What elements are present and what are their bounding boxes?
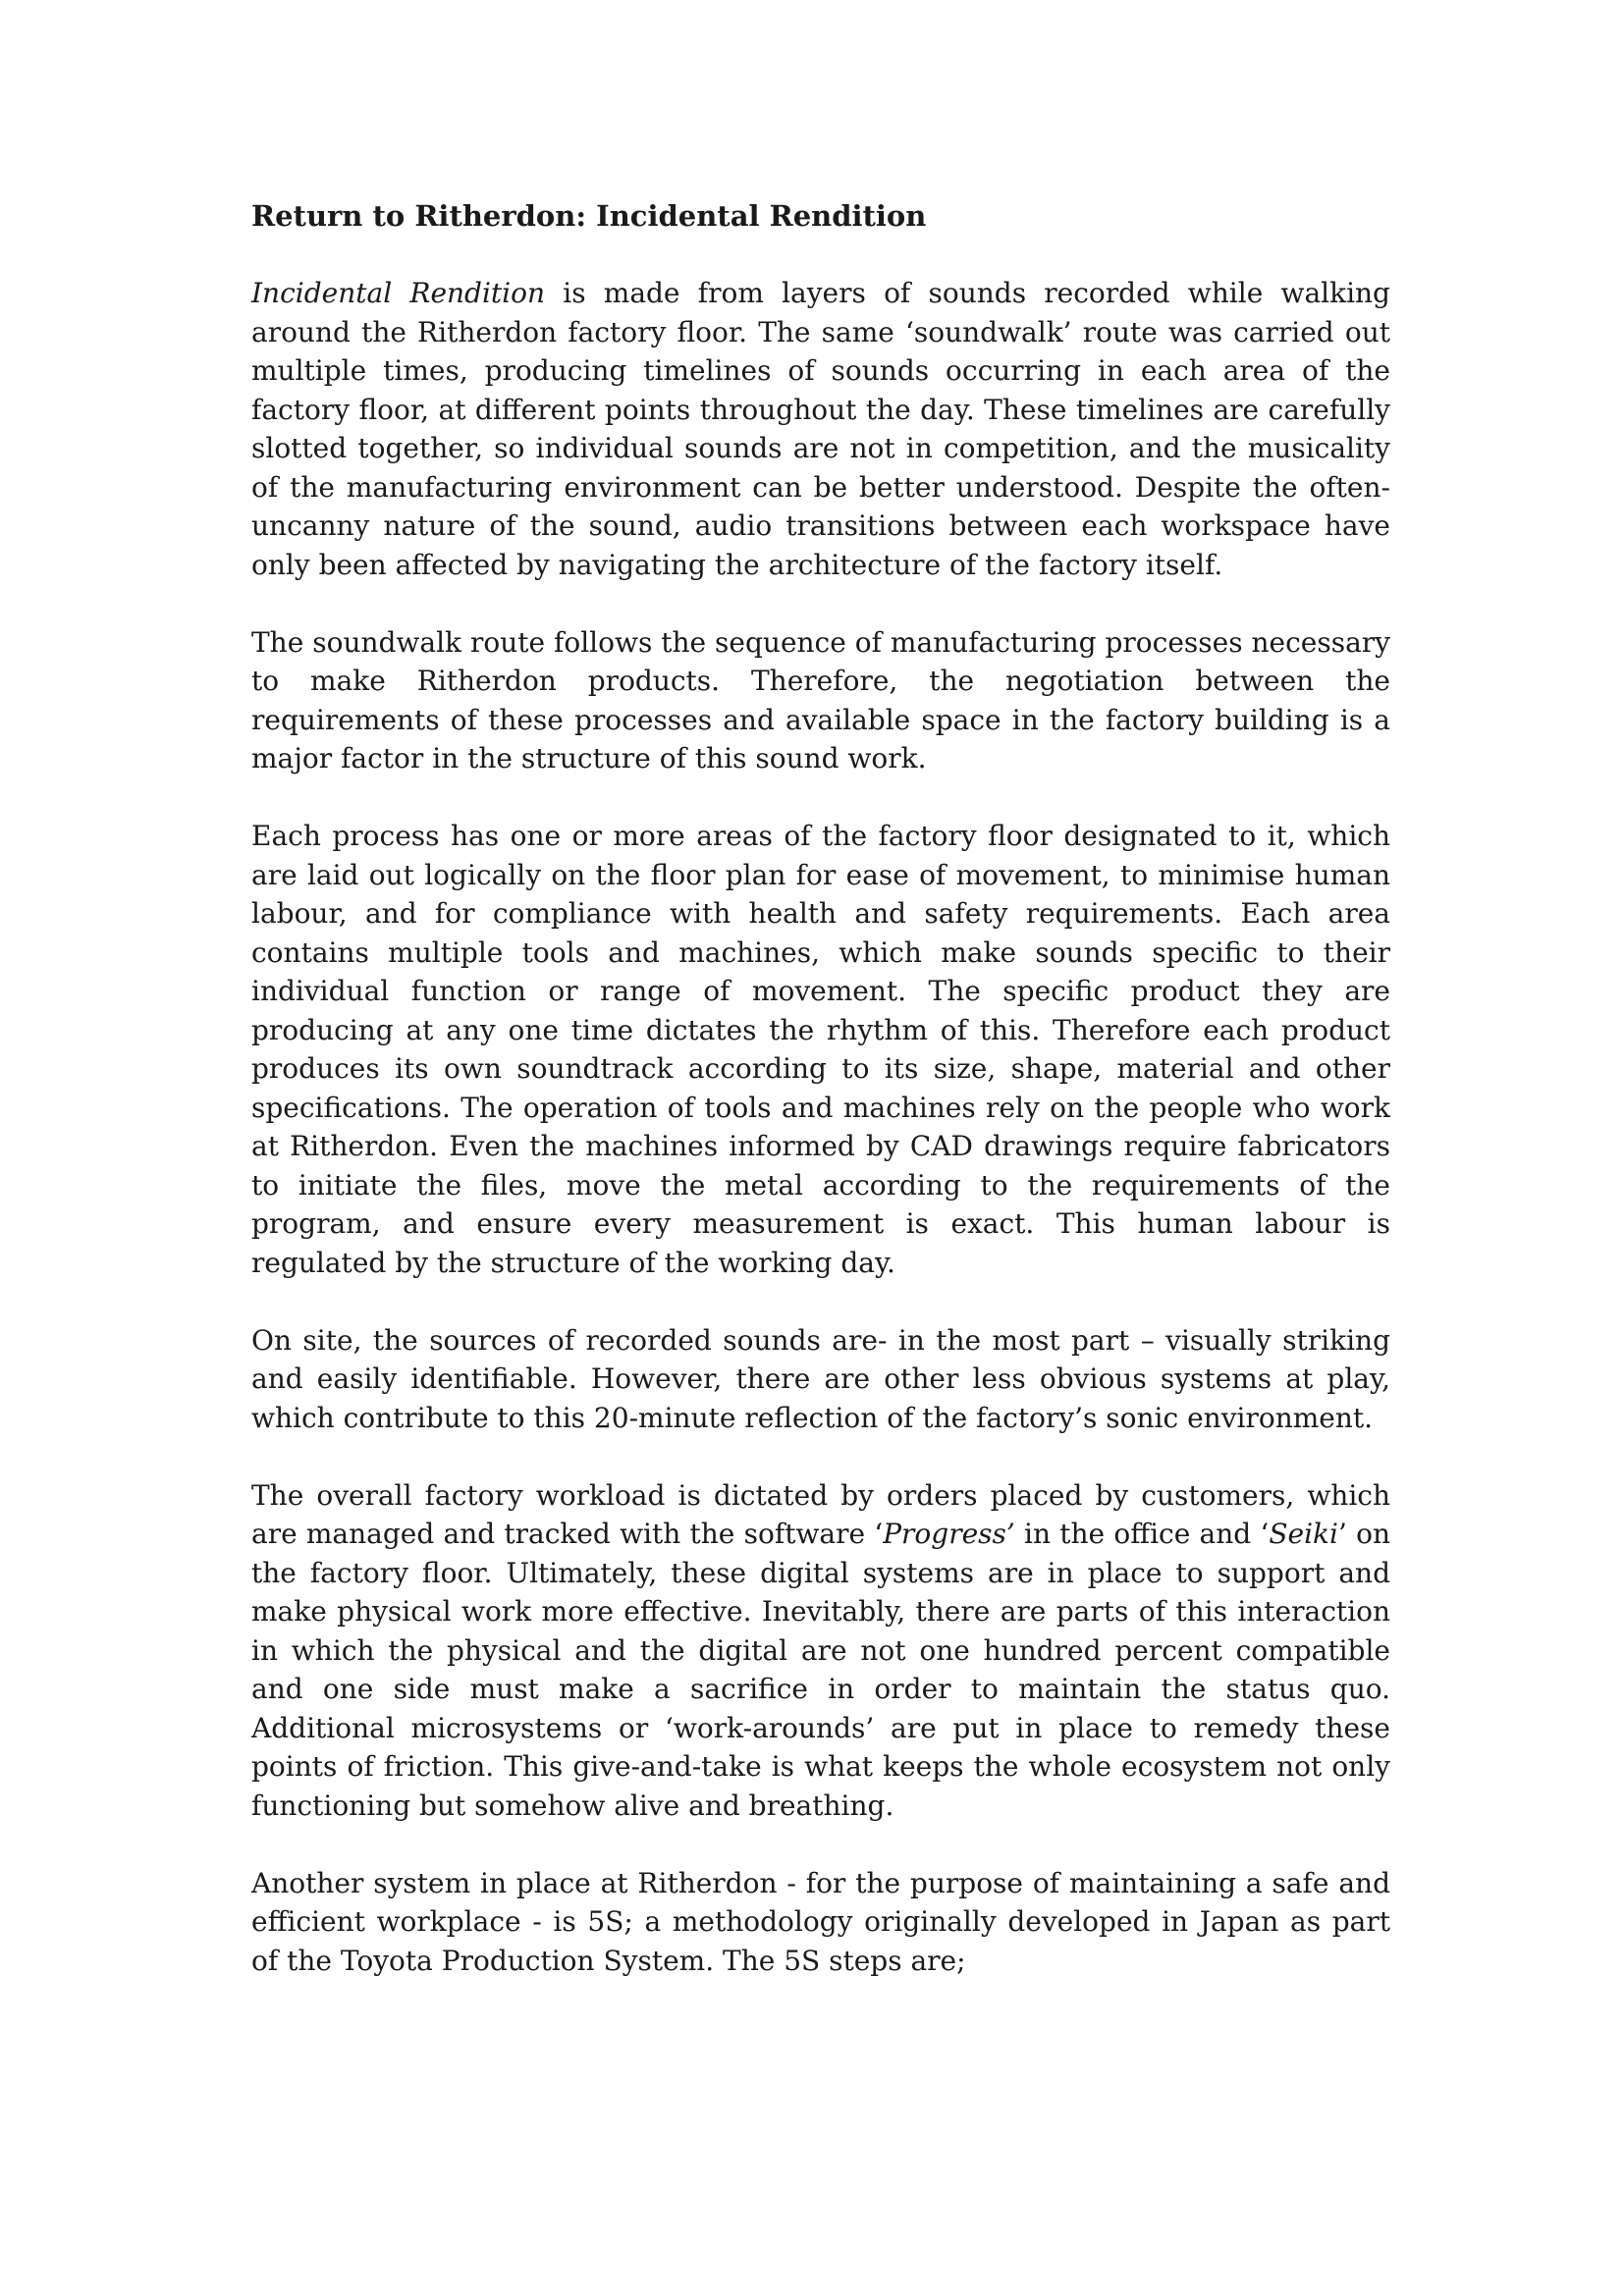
paragraph-6-segment-1: Another system in place at Ritherdon - for the purpose of maintaining a safe and efficient workplace - is 5S; a methodology originally developed in Japan as part of the Toyota Production System. The 5S steps are;: [251, 1866, 1390, 1977]
paragraph-5-segment-5: ’ on the factory floor. Ultimately, these digital systems are in place to support and make physical work more effective. Inevitably, there are parts of this interaction in which the physical and the digital are not one hundred percent compatible and one side must make a sacrifice in order to maintain the status quo. Additional microsystems or ‘work-arounds’ are put in place to remedy these points of friction. This give-and-take is what keeps the whole ecosystem not only functioning but somehow alive and breathing.: [251, 1518, 1390, 1822]
document-title: Return to Ritherdon: Incidental Rendition: [251, 199, 927, 233]
paragraph-3: [251, 817, 1390, 1282]
paragraph-1-segment-1: Incidental Rendition: [251, 277, 546, 309]
paragraph-2-segment-1: The soundwalk route follows the sequence of manufacturing processes necessary to make Ritherdon products. Therefore, the negotiation between the requirements of these processes and available space in the factory building is a major factor in the structure of this sound work.: [251, 625, 1390, 774]
document-body: [251, 196, 1390, 1980]
paragraph-1-segment-2: is made from layers of sounds recorded while walking around the Ritherdon factory floor. The same ‘soundwalk’ route was carried out multiple times, producing timelines of sounds occurring in each area of the factory floor, at different points throughout the day. These timelines are carefully slotted together, so individual sounds are not in competition, and the musicality of the manufacturing environment can be better understood. Despite the often-uncanny nature of the sound, audio transitions between each workspace have only been affected by navigating the architecture of the factory itself.: [251, 277, 1390, 581]
paragraph-4-segment-1: On site, the sources of recorded sounds are- in the most part – visually striking and easily identifiable. However, there are other less obvious systems at play, which contribute to this 20-minute reflection of the factory’s sonic environment.: [251, 1323, 1390, 1434]
paragraph-1: [251, 274, 1390, 584]
paragraph-3-segment-1: Each process has one or more areas of the factory floor designated to it, which are laid out logically on the floor plan for ease of movement, to minimise human labour, and for compliance with health and safety requirements. Each area contains multiple tools and machines, which make sounds specific to their individual function or range of movement. The specific product they are producing at any one time dictates the rhythm of this. Therefore each product produces its own soundtrack according to its size, shape, material and other specifications. The operation of tools and machines rely on the people who work at Ritherdon. Even the machines informed by CAD drawings require fabricators to initiate the files, move the metal according to the requirements of the program, and ensure every measurement is exact. This human labour is regulated by the structure of the working day.: [251, 820, 1390, 1279]
paragraph-5-segment-4: Seiki: [1269, 1518, 1338, 1550]
paragraph-5: [251, 1476, 1390, 1826]
paragraph-5-segment-2: Progress’: [883, 1518, 1015, 1550]
paragraph-4: [251, 1321, 1390, 1438]
paragraph-5-segment-1: The overall factory workload is dictated by orders placed by customers, which are managed and tracked with the software ‘: [251, 1478, 1390, 1550]
paragraph-2: [251, 623, 1390, 778]
paragraph-5-segment-3: in the office and ‘: [1014, 1518, 1270, 1550]
paragraph-6: [251, 1864, 1390, 1981]
